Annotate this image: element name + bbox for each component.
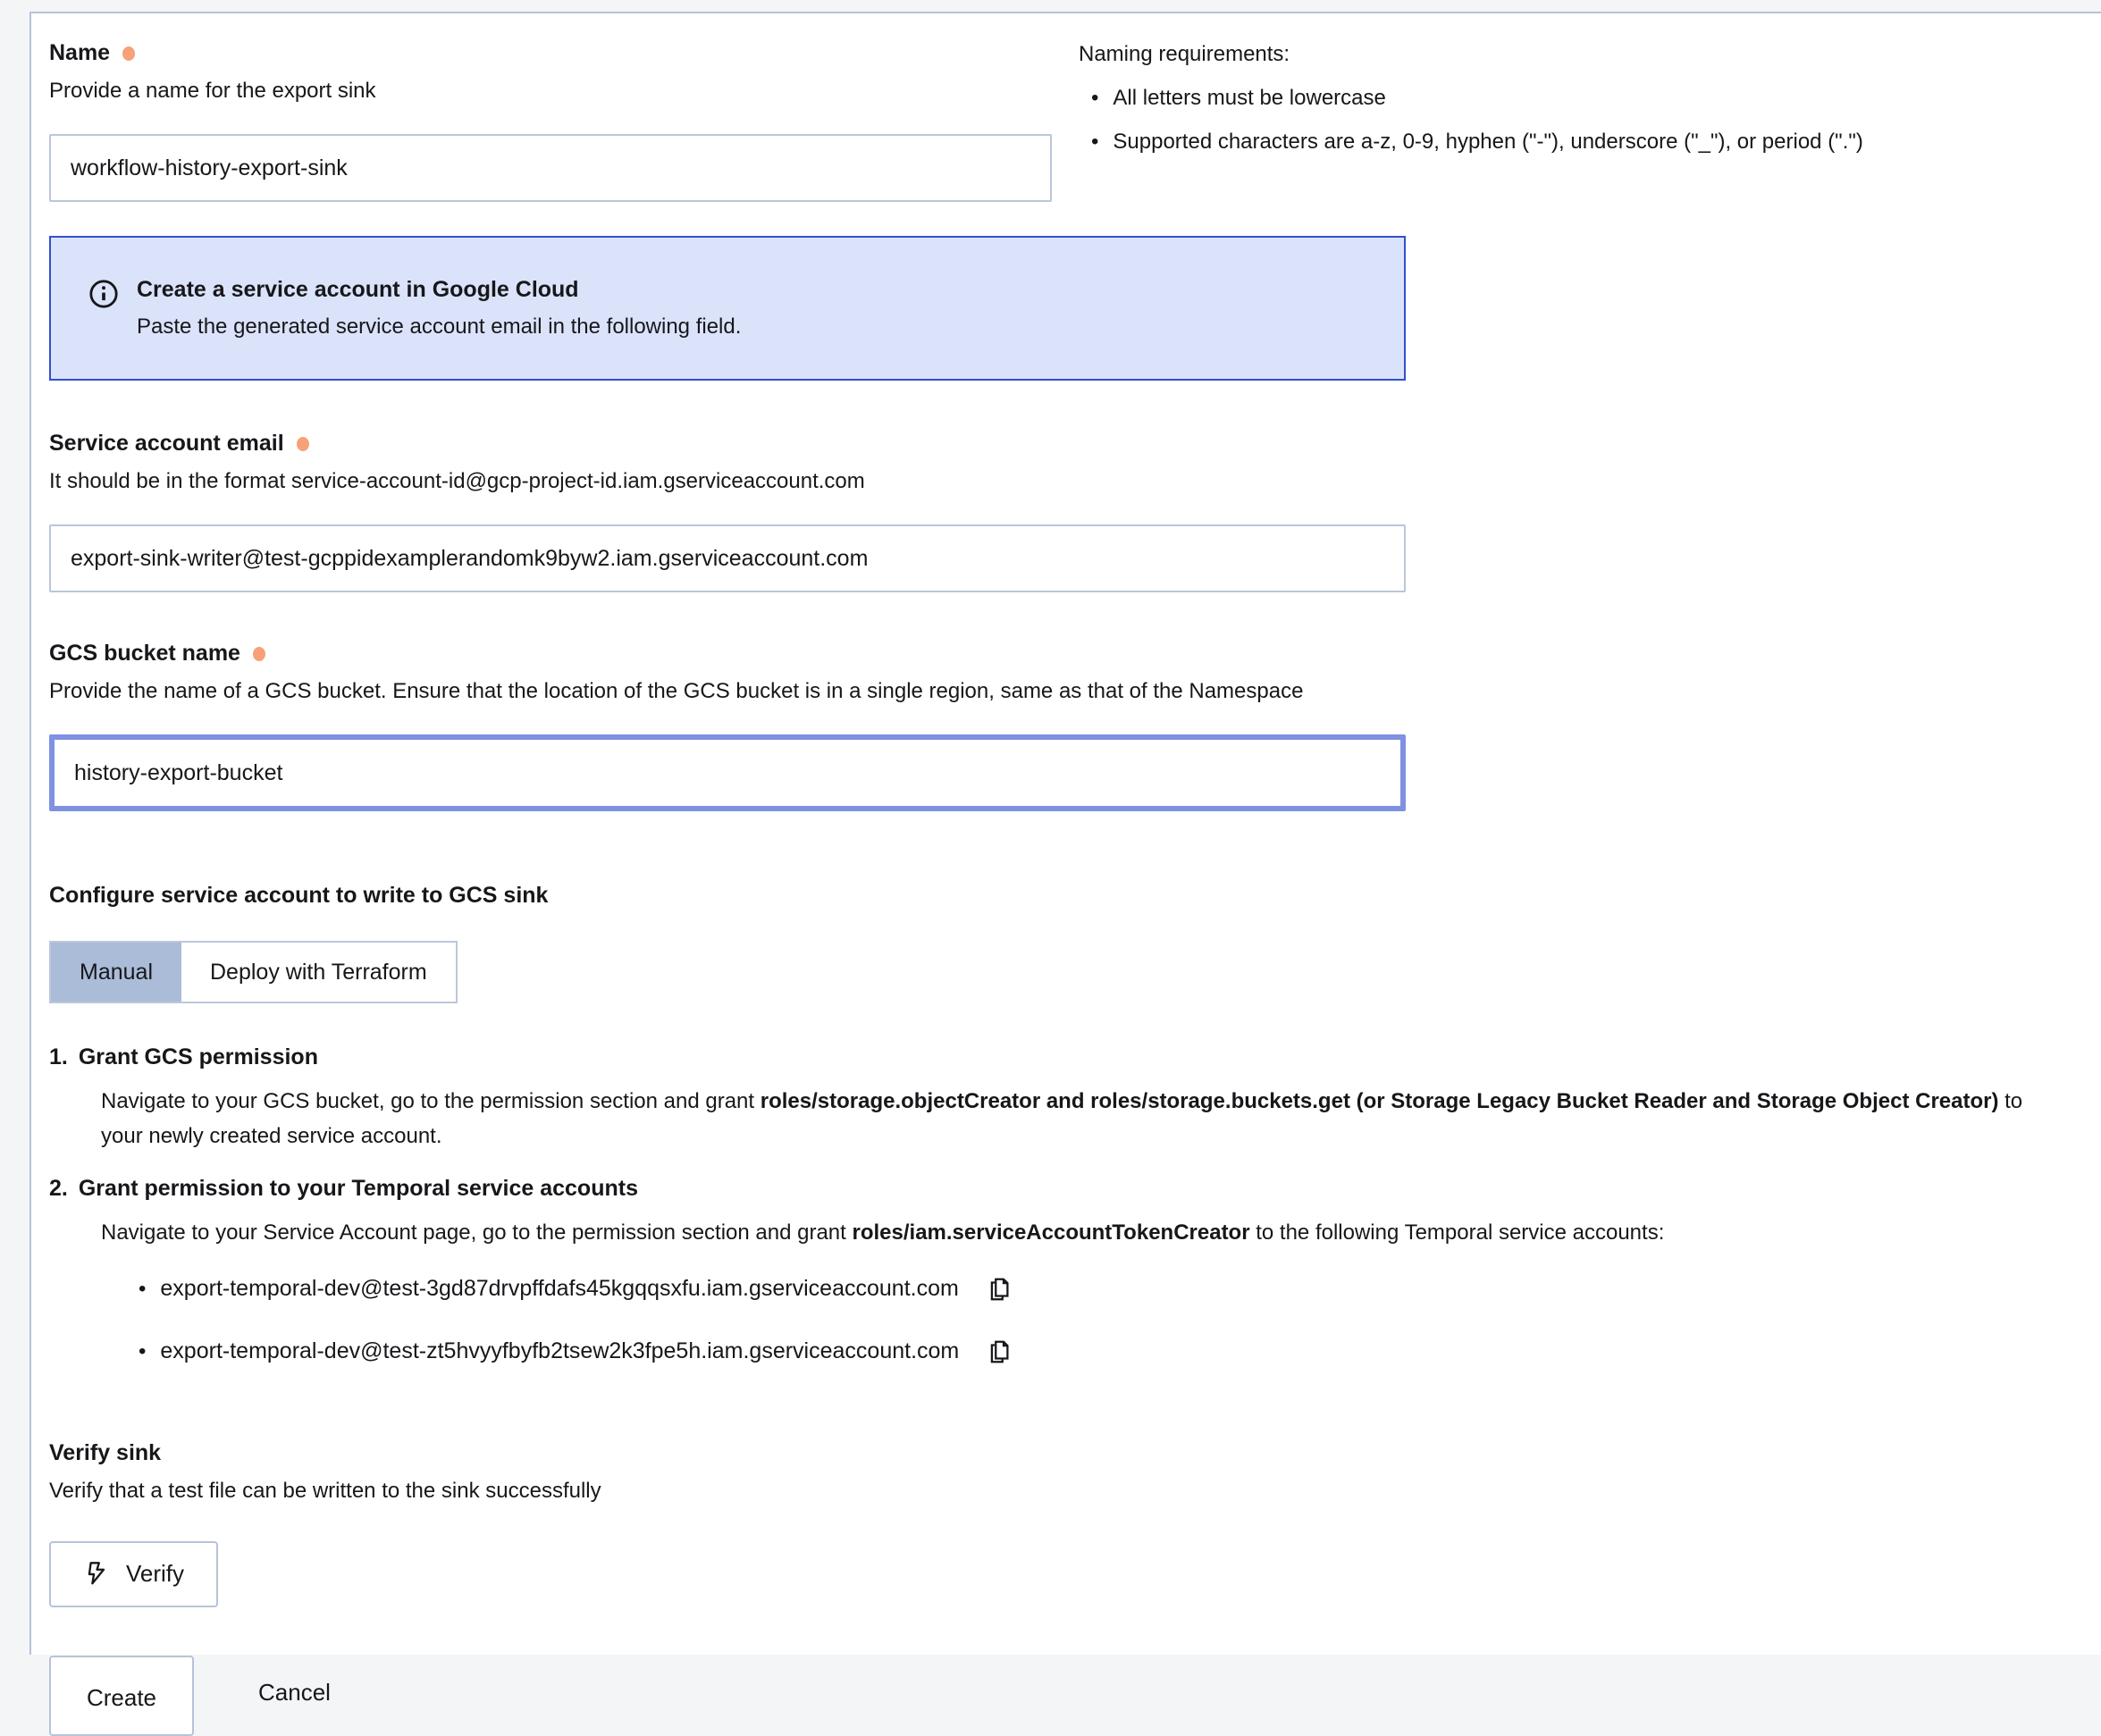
step-body-bold-text: roles/iam.serviceAccountTokenCreator: [852, 1220, 1250, 1245]
tab-deploy-with-terraform[interactable]: Deploy with Terraform: [181, 943, 456, 1002]
name-field-label-row: [49, 40, 1052, 66]
bucket-name-description: Provide the name of a GCS bucket. Ensure that the location of the GCS bucket is in a single region, same as that of the Namespace: [49, 679, 1304, 703]
service-account-item: [139, 1276, 2101, 1303]
verify-button-label: Verify: [126, 1560, 185, 1588]
cancel-button[interactable]: Cancel: [258, 1678, 331, 1706]
service-account-email-text: export-temporal-dev@test-zt5hvyyfbyfb2tsew2k3fpe5h.iam.gserviceaccount.com: [160, 1338, 960, 1364]
export-sink-form-panel: [29, 12, 2101, 1712]
service-account-email-text: export-temporal-dev@test-3gd87drvpffdafs45kgqqsxfu.iam.gserviceaccount.com: [160, 1276, 959, 1302]
tab-manual[interactable]: Manual: [51, 943, 181, 1002]
service-account-item: [139, 1338, 2101, 1365]
step-body-bold-text: roles/storage.objectCreator and roles/storage.buckets.get (or Storage Legacy Bucket Reader and Storage Object Creator): [760, 1089, 1999, 1113]
service-account-field: [49, 431, 2101, 592]
service-account-label: Service account email: [49, 431, 284, 456]
naming-requirement-item: [1079, 83, 1863, 114]
step-title: Grant permission to your Temporal service accounts: [78, 1175, 638, 1201]
step-grant-temporal-permission: [49, 1176, 2101, 1365]
naming-requirements: [1079, 40, 1863, 158]
step-number: 2.: [49, 1175, 68, 1201]
verify-button[interactable]: [49, 1541, 218, 1607]
create-button[interactable]: Create: [49, 1656, 194, 1736]
name-field-description: Provide a name for the export sink: [49, 79, 376, 103]
step-body: [101, 1085, 2058, 1154]
temporal-service-account-list: [139, 1276, 2101, 1365]
required-dot-icon: [253, 647, 265, 661]
step-grant-gcs-permission: [49, 1044, 2101, 1154]
naming-requirement-text: Supported characters are a-z, 0-9, hyphen ("-"), underscore ("_"), or period ("."): [1113, 129, 1863, 154]
naming-requirement-item: [1079, 127, 1863, 158]
verify-section: [49, 1440, 2101, 1607]
service-account-email-input[interactable]: [49, 524, 1406, 592]
info-icon: [88, 279, 119, 315]
step-body-text: Navigate to your GCS bucket, go to the permission section and grant: [101, 1089, 761, 1113]
verify-section-description: Verify that a test file can be written to the sink successfully: [49, 1478, 601, 1503]
form-actions: [49, 1656, 2101, 1736]
bucket-name-label: GCS bucket name: [49, 641, 240, 666]
configure-section: [49, 883, 2101, 1365]
copy-icon[interactable]: [986, 1276, 1013, 1303]
naming-requirements-title: Naming requirements:: [1079, 42, 1290, 66]
required-dot-icon: [297, 437, 309, 451]
naming-requirement-text: All letters must be lowercase: [1113, 86, 1386, 110]
bullet-icon: •: [139, 1276, 147, 1301]
top-row: [49, 40, 2101, 202]
step-body-text: to the following Temporal service accounts:: [1249, 1220, 1665, 1245]
step-body-text: Navigate to your Service Account page, go to the permission section and grant: [101, 1220, 853, 1245]
info-banner: [49, 236, 1406, 381]
step-body-text: to your newly created service account.: [101, 1089, 2023, 1148]
bullet-icon: •: [1091, 129, 1099, 154]
bullet-icon: •: [1091, 86, 1099, 110]
bucket-field: [49, 641, 2101, 811]
bullet-icon: •: [139, 1338, 147, 1363]
service-account-description: It should be in the format service-account-id@gcp-project-id.iam.gserviceaccount.com: [49, 469, 865, 493]
step-title: Grant GCS permission: [78, 1044, 318, 1069]
step-number: 1.: [49, 1044, 68, 1069]
copy-icon[interactable]: [986, 1338, 1013, 1365]
step-body: [101, 1216, 2058, 1251]
verify-section-title: Verify sink: [49, 1439, 162, 1465]
info-banner-description: Paste the generated service account email in the following field.: [137, 314, 742, 339]
gcs-bucket-name-input[interactable]: [49, 734, 1406, 811]
info-banner-title: Create a service account in Google Cloud: [137, 277, 579, 302]
deploy-method-tabs: [49, 941, 458, 1003]
name-input[interactable]: [49, 134, 1052, 202]
bolt-icon: [83, 1561, 110, 1588]
name-field-label: Name: [49, 40, 111, 65]
configure-section-title: Configure service account to write to GCS sink: [49, 883, 549, 908]
required-dot-icon: [122, 46, 135, 61]
